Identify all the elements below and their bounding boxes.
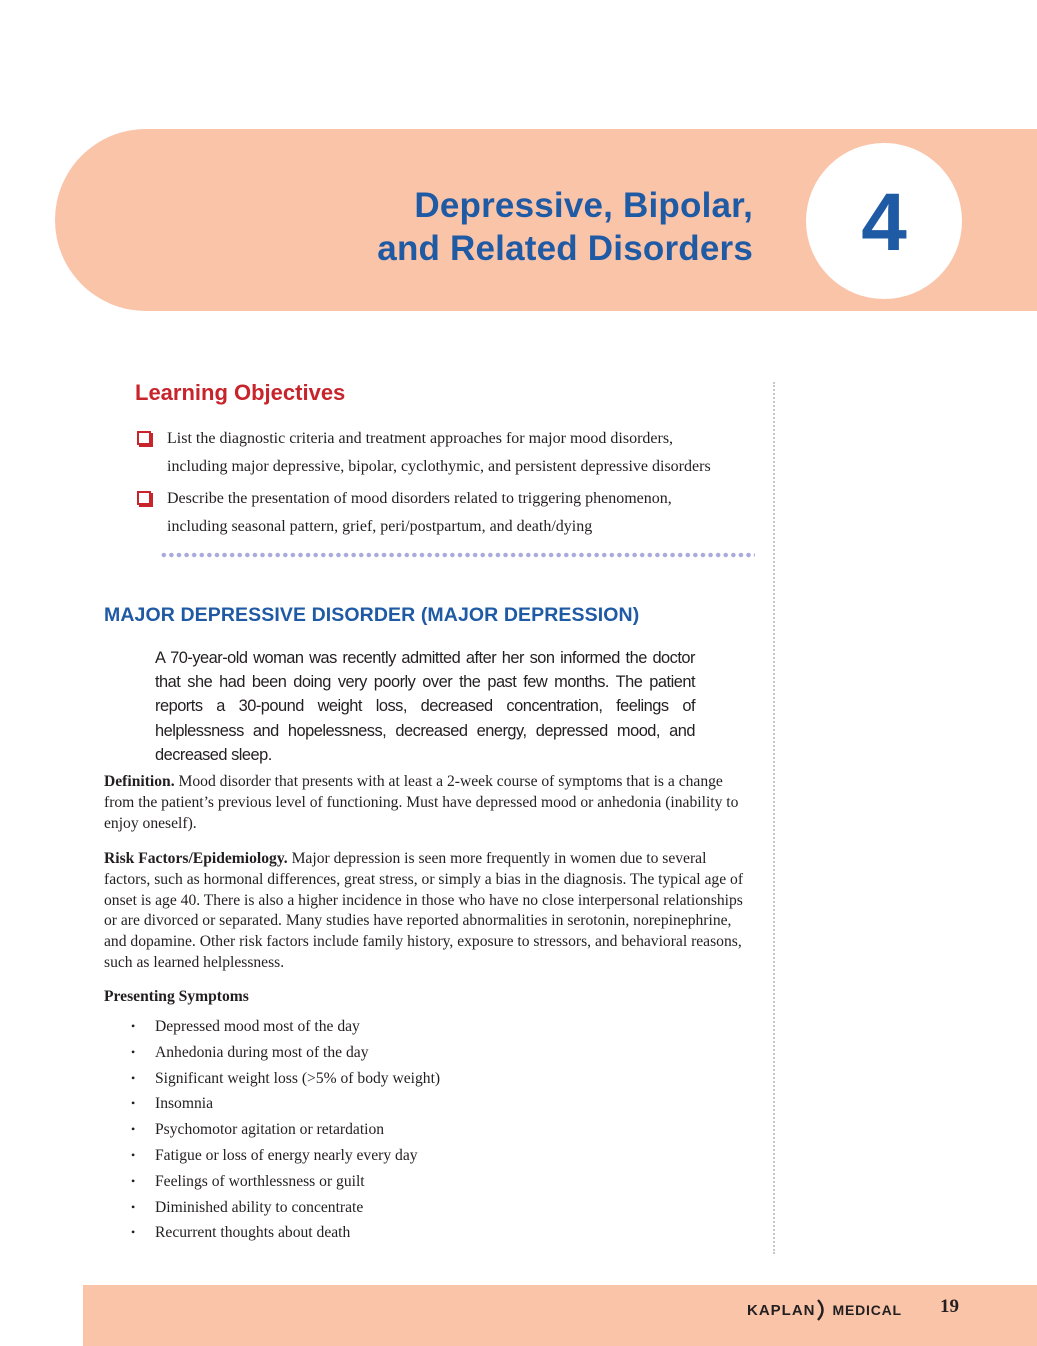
chapter-title-line1: Depressive, Bipolar, (414, 186, 753, 225)
symptom-item: • Depressed mood most of the day (131, 1014, 440, 1040)
symptom-item: • Feelings of worthlessness or guilt (131, 1169, 440, 1195)
case-vignette: A 70-year-old woman was recently admitted after her son informed the doctor that she had been doing very poorly over the past few months. The patient reports a 30-pound weight loss, decreased concentration, feelings of helplessness and hopelessness, decreased energy, depressed mood, and decreased sleep. (155, 649, 695, 764)
symptom-item: • Fatigue or loss of energy nearly every day (131, 1143, 440, 1169)
margin-divider (773, 382, 775, 1254)
objective-line: List the diagnostic criteria and treatment approaches for major mood disorders, (167, 430, 674, 447)
symptom-item: • Anhedonia during most of the day (131, 1040, 440, 1066)
symptom-item: • Recurrent thoughts about death (131, 1220, 440, 1246)
objective-line: including seasonal pattern, grief, peri/postpartum, and death/dying (167, 518, 593, 535)
symptoms-list (131, 1014, 440, 1246)
definition-paragraph (104, 772, 748, 834)
checkbox-bullet-icon (137, 491, 151, 505)
section-heading: MAJOR DEPRESSIVE DISORDER (MAJOR DEPRESSION) (104, 604, 640, 626)
objective-line: Describe the presentation of mood disorders related to triggering phenomenon, (167, 490, 672, 507)
logo-swoosh-icon (817, 1299, 827, 1321)
chapter-number: 4 (861, 177, 907, 268)
risk-factors-paragraph (104, 849, 748, 974)
learning-objectives-list (135, 425, 765, 545)
chapter-title-line2: and Related Disorders (377, 229, 753, 268)
learning-objectives-heading: Learning Objectives (135, 380, 346, 405)
risk-factors-text: Major depression is seen more frequently in women due to several factors, such as hormonal differences, great stress, or simply a bias in the diagnosis. The typical age of onset is age 40. There is also a higher incidence in those who have no close interpersonal relationships or are divorced or separated. Many studies have reported abnormalities in serotonin, norepinephrine, and dopamine. Other risk factors include family history, exposure to stressors, and behavioral reasons, such as learned helplessness. (104, 850, 744, 971)
learning-objective-item (135, 485, 765, 541)
symptoms-heading: Presenting Symptoms (104, 988, 249, 1005)
definition-label: Definition. (104, 773, 175, 790)
dotted-divider (160, 552, 755, 558)
risk-factors-label: Risk Factors/Epidemiology. (104, 850, 288, 867)
symptom-item: • Diminished ability to concentrate (131, 1195, 440, 1221)
logo-brand: KAPLAN (747, 1301, 816, 1319)
symptom-item: • Significant weight loss (>5% of body weight) (131, 1066, 440, 1092)
logo-brand-sub: MEDICAL (832, 1302, 902, 1318)
objective-line: including major depressive, bipolar, cyclothymic, and persistent depressive disorders (167, 458, 711, 475)
symptom-item: • Insomnia (131, 1091, 440, 1117)
learning-objective-item (135, 425, 765, 481)
checkbox-bullet-icon (137, 431, 151, 445)
symptom-item: • Psychomotor agitation or retardation (131, 1117, 440, 1143)
chapter-title (377, 184, 753, 270)
definition-text: Mood disorder that presents with at least a 2-week course of symptoms that is a change from the patient’s previous level of functioning. Must have depressed mood or anhedonia (inability to enjoy oneself). (104, 773, 739, 832)
page-number: 19 (940, 1296, 959, 1317)
chapter-number-badge (806, 143, 962, 299)
kaplan-medical-logo (747, 1296, 902, 1324)
